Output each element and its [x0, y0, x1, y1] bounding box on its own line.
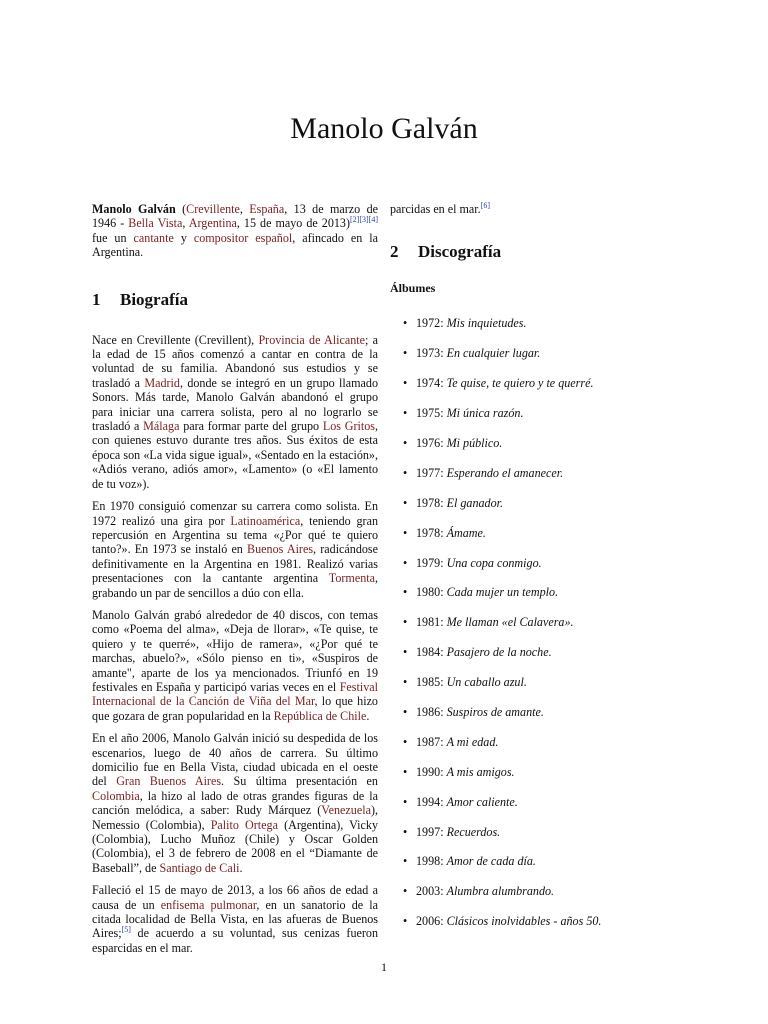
- text: ,: [239, 202, 250, 216]
- text: Manolo Galván grabó alrededor de 40 discos, con temas como «Poema del alma», «Deja de llorar», «Te quise, te quiero y te querré», «Hijo de ramera», «¿Por qué te marchas, abuelo?», «Sólo pienso en ti», «Suspiros de amante", aparte de los ya mencionados. Triunfó en 19 festivales en España y participó varias veces en el: [92, 607, 378, 694]
- right-column: [390, 202, 680, 944]
- link-madrid[interactable]: Madrid: [144, 375, 180, 390]
- album-list-item: • 1974: Te quise, te quiero y te querré.: [403, 376, 594, 391]
- text: , la hizo al lado de otras grandes figuras de la canción melódica, a saber: Rudy Márquez (: [92, 788, 378, 818]
- text: y: [173, 230, 194, 245]
- album-title: Pasajero de la noche.: [446, 645, 552, 660]
- album-year: 1975: [416, 406, 441, 421]
- link-los-gritos[interactable]: Los Gritos: [322, 419, 375, 434]
- link-republica-de-chile[interactable]: República de Chile: [273, 708, 367, 723]
- bullet-icon: •: [403, 854, 408, 869]
- album-title: Amor de cada día.: [446, 854, 536, 869]
- text: (: [175, 202, 187, 216]
- album-year: 1994: [416, 794, 441, 809]
- text: En el año 2006, Manolo Galván inició su despedida de los escenarios, luego de 40 años de carrera. Su último domicilio fue en Bella Vista, ciudad ubicada en el oeste del: [92, 731, 378, 789]
- link-compositor[interactable]: compositor: [193, 230, 249, 245]
- text: para formar parte del grupo: [179, 419, 323, 434]
- bullet-icon: •: [403, 675, 408, 690]
- text: ,: [182, 216, 189, 231]
- album-title: El ganador.: [446, 495, 504, 510]
- bullet-icon: •: [403, 884, 408, 899]
- album-year: 1973: [416, 346, 441, 361]
- album-title: Mis inquietudes.: [446, 316, 527, 331]
- album-list-item: • 1981: Me llaman «el Calavera».: [403, 615, 574, 630]
- text: . Su última presentación en: [221, 774, 378, 789]
- bio-paragraph-1: [92, 333, 378, 491]
- text: , radicándose definitivamente en la Argentina en 1981. Realizó varias presentaciones con la cantante argentina: [92, 542, 378, 586]
- album-list-item: • 1978: Ámame.: [403, 525, 486, 540]
- album-list-item: • 1978: El ganador.: [403, 495, 504, 510]
- album-year: 1981: [416, 615, 441, 630]
- album-list-item: • 1985: Un caballo azul.: [403, 675, 527, 690]
- album-list-item: • 2003: Alumbra alumbrando.: [403, 884, 555, 899]
- text: .: [239, 860, 243, 875]
- album-year: 1998: [416, 854, 441, 869]
- bullet-icon: •: [403, 376, 408, 391]
- album-year: 1974: [416, 376, 441, 391]
- section-heading-biografia: [92, 290, 378, 310]
- album-year: 2006: [416, 914, 441, 929]
- link-espanol[interactable]: español: [255, 230, 293, 245]
- album-list-item: • 2006: Clásicos inolvidables - años 50.: [403, 914, 602, 929]
- album-title: Cada mujer un templo.: [446, 585, 559, 600]
- section-title: Discografía: [418, 242, 502, 262]
- bullet-icon: •: [403, 406, 408, 421]
- section-title: Biografía: [120, 289, 188, 309]
- album-year: 1977: [416, 465, 441, 480]
- album-title: Clásicos inolvidables - años 50.: [446, 914, 602, 929]
- link-palito-ortega[interactable]: Palito Ortega: [210, 817, 278, 832]
- album-title: Mi única razón.: [446, 406, 524, 421]
- album-list-item: • 1990: A mis amigos.: [403, 764, 515, 779]
- album-title: Alumbra alumbrando.: [446, 884, 555, 899]
- album-title: Una copa conmigo.: [446, 555, 542, 570]
- album-year: 1987: [416, 734, 441, 749]
- album-year: 1978: [416, 525, 441, 540]
- bio-paragraph-2: [92, 499, 378, 600]
- link-santiago-de-cali[interactable]: Santiago de Cali: [159, 860, 240, 875]
- reference-link[interactable]: [6]: [480, 200, 490, 210]
- text: de acuerdo a su voluntad, sus cenizas fueron esparcidas en el mar.: [92, 926, 378, 955]
- link-festival-vina-del-mar[interactable]: Festival Internacional de la Canción de Viña del Mar: [92, 679, 378, 709]
- album-year: 1978: [416, 495, 441, 510]
- bullet-icon: •: [403, 435, 408, 450]
- bullet-icon: •: [403, 495, 408, 510]
- bullet-icon: •: [403, 914, 408, 929]
- album-list-item: • 1972: Mis inquietudes.: [403, 316, 527, 331]
- album-list-item: • 1976: Mi público.: [403, 435, 503, 450]
- bullet-icon: •: [403, 585, 408, 600]
- link-enfisema-pulmonar[interactable]: enfisema pulmonar: [160, 897, 257, 912]
- subject-name: Manolo Galván: [92, 202, 176, 216]
- text: parcidas en el mar.: [390, 202, 481, 216]
- section-number: 2: [390, 242, 399, 262]
- subsection-heading-albumes: Álbumes: [390, 281, 436, 296]
- bullet-icon: •: [403, 316, 408, 331]
- link-latinoamerica[interactable]: Latinoamérica: [230, 513, 301, 528]
- continued-text: [390, 202, 680, 216]
- link-argentina[interactable]: Argentina: [188, 216, 237, 231]
- bullet-icon: •: [403, 465, 408, 480]
- link-tormenta[interactable]: Tormenta: [328, 571, 375, 586]
- bullet-icon: •: [403, 794, 408, 809]
- album-list-item: • 1986: Suspiros de amante.: [403, 704, 544, 719]
- album-title: A mi edad.: [446, 734, 499, 749]
- album-year: 1976: [416, 435, 441, 450]
- intro-paragraph: [92, 202, 378, 260]
- album-list-item: • 1979: Una copa conmigo.: [403, 555, 542, 570]
- reference-link[interactable]: [2][3][4]: [350, 215, 378, 225]
- section-heading-discografia: [390, 242, 680, 262]
- reference-link[interactable]: [5]: [121, 925, 131, 935]
- album-list-item: • 1997: Recuerdos.: [403, 824, 501, 839]
- text: .: [366, 708, 370, 723]
- link-bella-vista[interactable]: Bella Vista: [128, 216, 183, 231]
- album-list: [390, 316, 680, 944]
- bullet-icon: •: [403, 824, 408, 839]
- link-cantante[interactable]: cantante: [133, 230, 174, 245]
- album-year: 2003: [416, 884, 441, 899]
- text: , con quienes estuvo durante tres años. Sus éxitos de esta época son «La vida sigue igual», «Sentado en la estación», «Adiós verano, adiós amor», «Lamento» (o «El lamento de tu voz»).: [92, 419, 379, 491]
- album-list-item: • 1980: Cada mujer un templo.: [403, 585, 559, 600]
- link-malaga[interactable]: Málaga: [143, 419, 180, 434]
- album-title: Un caballo azul.: [446, 675, 527, 690]
- text: ; a la edad de 15 años comenzó a cantar en contra de la voluntad de su familia. Abandonó sus estudios y se trasladó a: [92, 332, 378, 390]
- album-title: En cualquier lugar.: [446, 346, 541, 361]
- album-title: Suspiros de amante.: [446, 704, 544, 719]
- text: , grabando un par de sencillos a dúo con ella.: [92, 571, 378, 600]
- bullet-icon: •: [403, 704, 408, 719]
- text: , 15 de mayo de 2013): [236, 216, 350, 231]
- page-title: Manolo Galván: [290, 112, 478, 145]
- album-year: 1997: [416, 824, 441, 839]
- bullet-icon: •: [403, 525, 408, 540]
- album-list-item: • 1994: Amor caliente.: [403, 794, 518, 809]
- album-list-item: • 1977: Esperando el amanecer.: [403, 465, 564, 480]
- album-title: Esperando el amanecer.: [446, 465, 564, 480]
- text: ), Nemessio (Colombia),: [92, 803, 378, 832]
- link-espana[interactable]: España: [249, 202, 285, 216]
- album-title: Mi público.: [446, 435, 503, 450]
- album-year: 1986: [416, 704, 441, 719]
- album-list-item: • 1975: Mi única razón.: [403, 406, 524, 421]
- album-year: 1979: [416, 555, 441, 570]
- album-year: 1990: [416, 764, 441, 779]
- text: , 13 de marzo de 1946 -: [92, 202, 379, 231]
- bullet-icon: •: [403, 346, 408, 361]
- link-buenos-aires[interactable]: Buenos Aires: [247, 542, 314, 557]
- text: , afincado en la Argentina.: [92, 230, 379, 260]
- text: fue un: [92, 230, 134, 245]
- album-title: Amor caliente.: [446, 794, 518, 809]
- album-list-item: • 1984: Pasajero de la noche.: [403, 645, 552, 660]
- left-column: [92, 202, 378, 963]
- bullet-icon: •: [403, 555, 408, 570]
- album-year: 1972: [416, 316, 441, 331]
- bio-paragraph-5: [92, 883, 378, 955]
- text: Nace en Crevillente (Crevillent),: [92, 332, 259, 347]
- link-venezuela[interactable]: Venezuela: [321, 803, 371, 818]
- text: Falleció el 15 de mayo de 2013, a los 66 años de edad a causa de un: [92, 883, 378, 912]
- text: , lo que hizo que gozara de gran popularidad en la: [92, 694, 378, 723]
- album-year: 1980: [416, 585, 441, 600]
- bio-paragraph-3: [92, 608, 378, 723]
- album-list-item: • 1998: Amor de cada día.: [403, 854, 536, 869]
- section-number: 1: [92, 289, 101, 309]
- album-year: 1985: [416, 675, 441, 690]
- album-title: Recuerdos.: [446, 824, 501, 839]
- album-year: 1984: [416, 645, 441, 660]
- bullet-icon: •: [403, 615, 408, 630]
- link-colombia[interactable]: Colombia: [92, 788, 140, 803]
- link-provincia-alicante[interactable]: Provincia de Alicante: [258, 332, 366, 347]
- text: En 1970 consiguió comenzar su carrera como solista. En 1972 realizó una gira por: [92, 499, 378, 528]
- text: , teniendo gran repercusión en Argentina su tema «¿Por qué te quiero tanto?». En 1973 se instaló en: [92, 513, 378, 557]
- text: , en un sanatorio de la citada localidad de Bella Vista, en las afueras de Buenos Aires;: [92, 897, 378, 941]
- album-list-item: • 1973: En cualquier lugar.: [403, 346, 541, 361]
- page-number: 1: [381, 960, 387, 974]
- album-title: Ámame.: [446, 525, 486, 540]
- link-crevillente[interactable]: Crevillente: [186, 202, 240, 216]
- bio-paragraph-4: [92, 731, 378, 875]
- album-title: Me llaman «el Calavera».: [446, 615, 574, 630]
- bullet-icon: •: [403, 645, 408, 660]
- album-title: Te quise, te quiero y te querré.: [446, 376, 594, 391]
- text: (Argentina), Vicky (Colombia), Lucho Muñoz (Chile) y Oscar Golden (Colombia), el 3 de febrero de 2008 en el “Diamante de Baseball”, de: [92, 817, 379, 875]
- album-title: A mis amigos.: [446, 764, 515, 779]
- bullet-icon: •: [403, 734, 408, 749]
- text: , donde se integró en un grupo llamado Sonors. Más tarde, Manolo Galván abandonó el grupo para iniciar una carrera solista, pero al no lograrlo se trasladó a: [92, 375, 378, 434]
- bullet-icon: •: [403, 764, 408, 779]
- link-gran-buenos-aires[interactable]: Gran Buenos Aires: [116, 774, 222, 789]
- album-list-item: • 1987: A mi edad.: [403, 734, 499, 749]
